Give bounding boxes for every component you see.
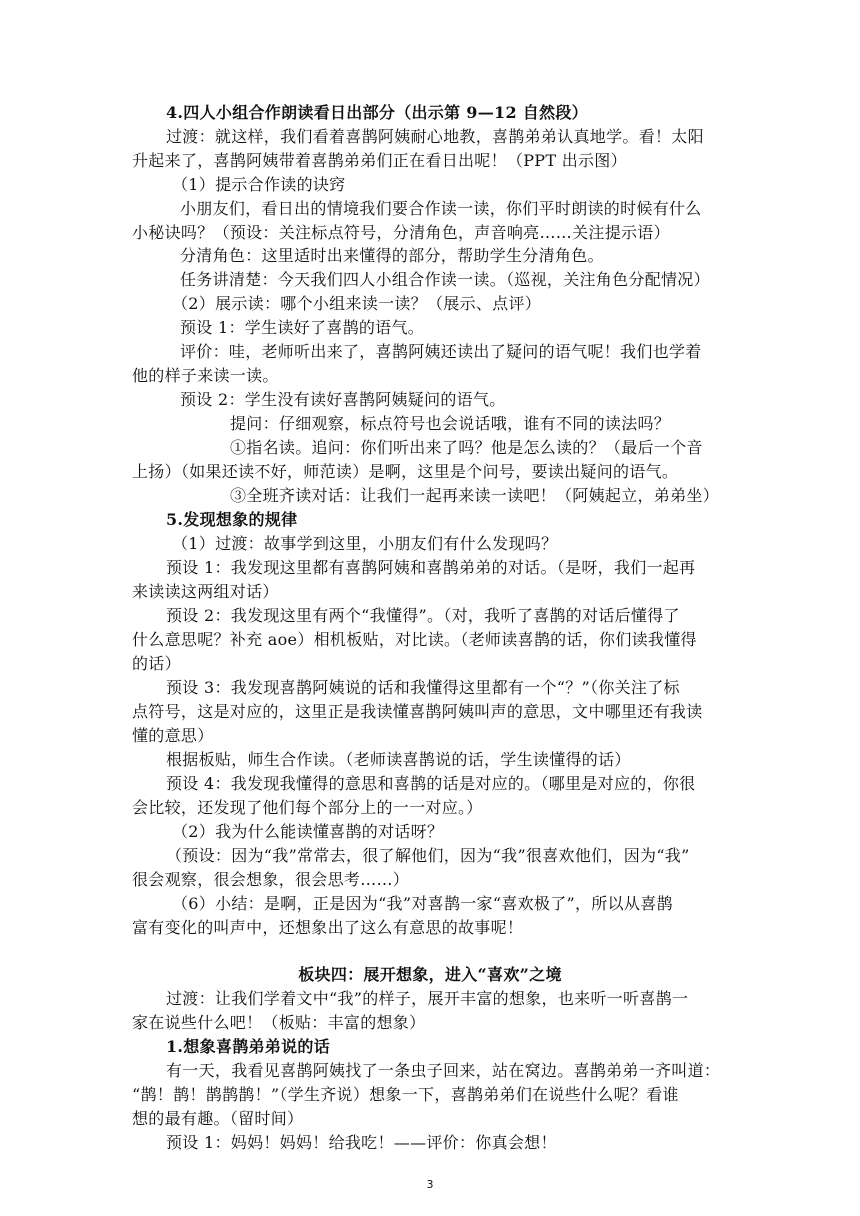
paragraph-line: 什么意思呢？补充 aoe）相机板贴，对比读。（老师读喜鹊的话，你们读我懂得 [132, 630, 697, 649]
paragraph-line: 根据板贴，师生合作读。（老师读喜鹊说的话，学生读懂得的话） [166, 750, 631, 769]
paragraph-line: 他的样子来读一读。 [132, 366, 279, 385]
paragraph-line: （1）过渡：故事学到这里，小朋友们有什么发现吗？ [172, 534, 558, 553]
paragraph-line: 很会观察，很会想象，很会思考……） [132, 870, 410, 889]
paragraph-line: 预设 2：学生没有读好喜鹊阿姨疑问的语气。 [180, 390, 506, 409]
paragraph-line: ①指名读。追问：你们听出来了吗？他是怎么读的？（最后一个音 [230, 438, 703, 457]
paragraph-line: 想的最有趣。（留时间） [132, 1109, 304, 1128]
paragraph-line: （2）我为什么能读懂喜鹊的对话呀？ [172, 822, 444, 841]
paragraph-line: （2）展示读：哪个小组来读一读？（展示、点评） [172, 294, 542, 313]
paragraph-line: 预设 3：我发现喜鹊阿姨说的话和我懂得这里都有一个“？”（你关注了标 [166, 678, 680, 697]
paragraph-line: （1）提示合作读的诀窍 [172, 175, 346, 194]
paragraph-line: 会比较，还发现了他们每个部分上的一一对应。） [132, 798, 483, 817]
paragraph-line: 预设 1：妈妈！妈妈！给我吃！——评价：你真会想！ [166, 1133, 557, 1152]
paragraph-line: （6）小结：是啊，正是因为“我”对喜鹊一家“喜欢极了”，所以从喜鹊 [172, 894, 673, 913]
heading-section-4: 4.四人小组合作朗读看日出部分（出示第 9—12 自然段） [166, 103, 588, 122]
paragraph-line: 预设 4：我发现我懂得的意思和喜鹊的话是对应的。（哪里是对应的，你很 [166, 774, 696, 793]
paragraph-line: 升起来了，喜鹊阿姨带着喜鹊弟弟们正在看日出呢！（PPT 出示图） [132, 151, 627, 170]
paragraph-line: 富有变化的叫声中，还想象出了这么有意思的故事呢！ [132, 918, 524, 937]
paragraph-line: 预设 1：学生读好了喜鹊的语气。 [180, 318, 425, 337]
paragraph-line: 来读读这两组对话） [132, 582, 279, 601]
heading-section-5: 5.发现想象的规律 [166, 510, 298, 529]
paragraph-line: 提问：仔细观察，标点符号也会说话哦，谁有不同的读法吗？ [230, 414, 671, 433]
paragraph-line: 小秘诀吗？（预设：关注标点符号，分清角色，声音响亮……关注提示语） [132, 223, 670, 242]
paragraph-line: 预设 2：我发现这里有两个“我懂得”。（对，我听了喜鹊的对话后懂得了 [166, 606, 680, 625]
paragraph-line: 分清角色：这里适时出来懂得的部分，帮助学生分清角色。 [180, 246, 604, 265]
paragraph-line: 过渡：让我们学着文中“我”的样子，展开丰富的想象，也来听一听喜鹊一 [166, 989, 689, 1008]
paragraph-line: 懂的意思） [132, 726, 214, 745]
paragraph-line: “鹊！鹊！鹊鹊鹊！”（学生齐说）想象一下，喜鹊弟弟们在说些什么呢？看谁 [132, 1085, 679, 1104]
paragraph-line: 的话） [132, 654, 181, 673]
heading-block-4: 板块四：展开想象，进入“喜欢”之境 [298, 965, 562, 984]
paragraph-line: （预设：因为“我”常常去，很了解他们，因为“我”很喜欢他们，因为“我” [166, 846, 690, 865]
paragraph-line: 上扬）（如果还读不好，师范读）是啊，这里是个问号，要读出疑问的语气。 [132, 462, 679, 481]
paragraph-line: 预设 1：我发现这里都有喜鹊阿姨和喜鹊弟弟的对话。（是呀，我们一起再 [166, 558, 696, 577]
paragraph-line: 小朋友们，看日出的情境我们要合作读一读，你们平时朗读的时候有什么 [180, 199, 702, 218]
paragraph-line: ③全班齐读对话：让我们一起再来读一读吧！（阿姨起立，弟弟坐） [230, 486, 720, 505]
paragraph-line: 家在说些什么吧！（板贴：丰富的想象） [132, 1013, 426, 1032]
heading-subsection-1: 1.想象喜鹊弟弟说的话 [166, 1037, 331, 1056]
paragraph-line: 有一天，我看见喜鹊阿姨找了一条虫子回来，站在窝边。喜鹊弟弟一齐叫道： [166, 1061, 721, 1080]
paragraph-line: 过渡：就这样，我们看着喜鹊阿姨耐心地教，喜鹊弟弟认真地学。看！太阳 [166, 127, 704, 146]
paragraph-line: 点符号，这是对应的，这里正是我读懂喜鹊阿姨叫声的意思，文中哪里还有我读 [132, 702, 703, 721]
page-number: 3 [426, 1178, 434, 1191]
paragraph-line: 评价：哇，老师听出来了，喜鹊阿姨还读出了疑问的语气呢！我们也学着 [180, 342, 702, 361]
paragraph-line: 任务讲清楚：今天我们四人小组合作读一读。（巡视，关注角色分配情况） [180, 270, 710, 289]
